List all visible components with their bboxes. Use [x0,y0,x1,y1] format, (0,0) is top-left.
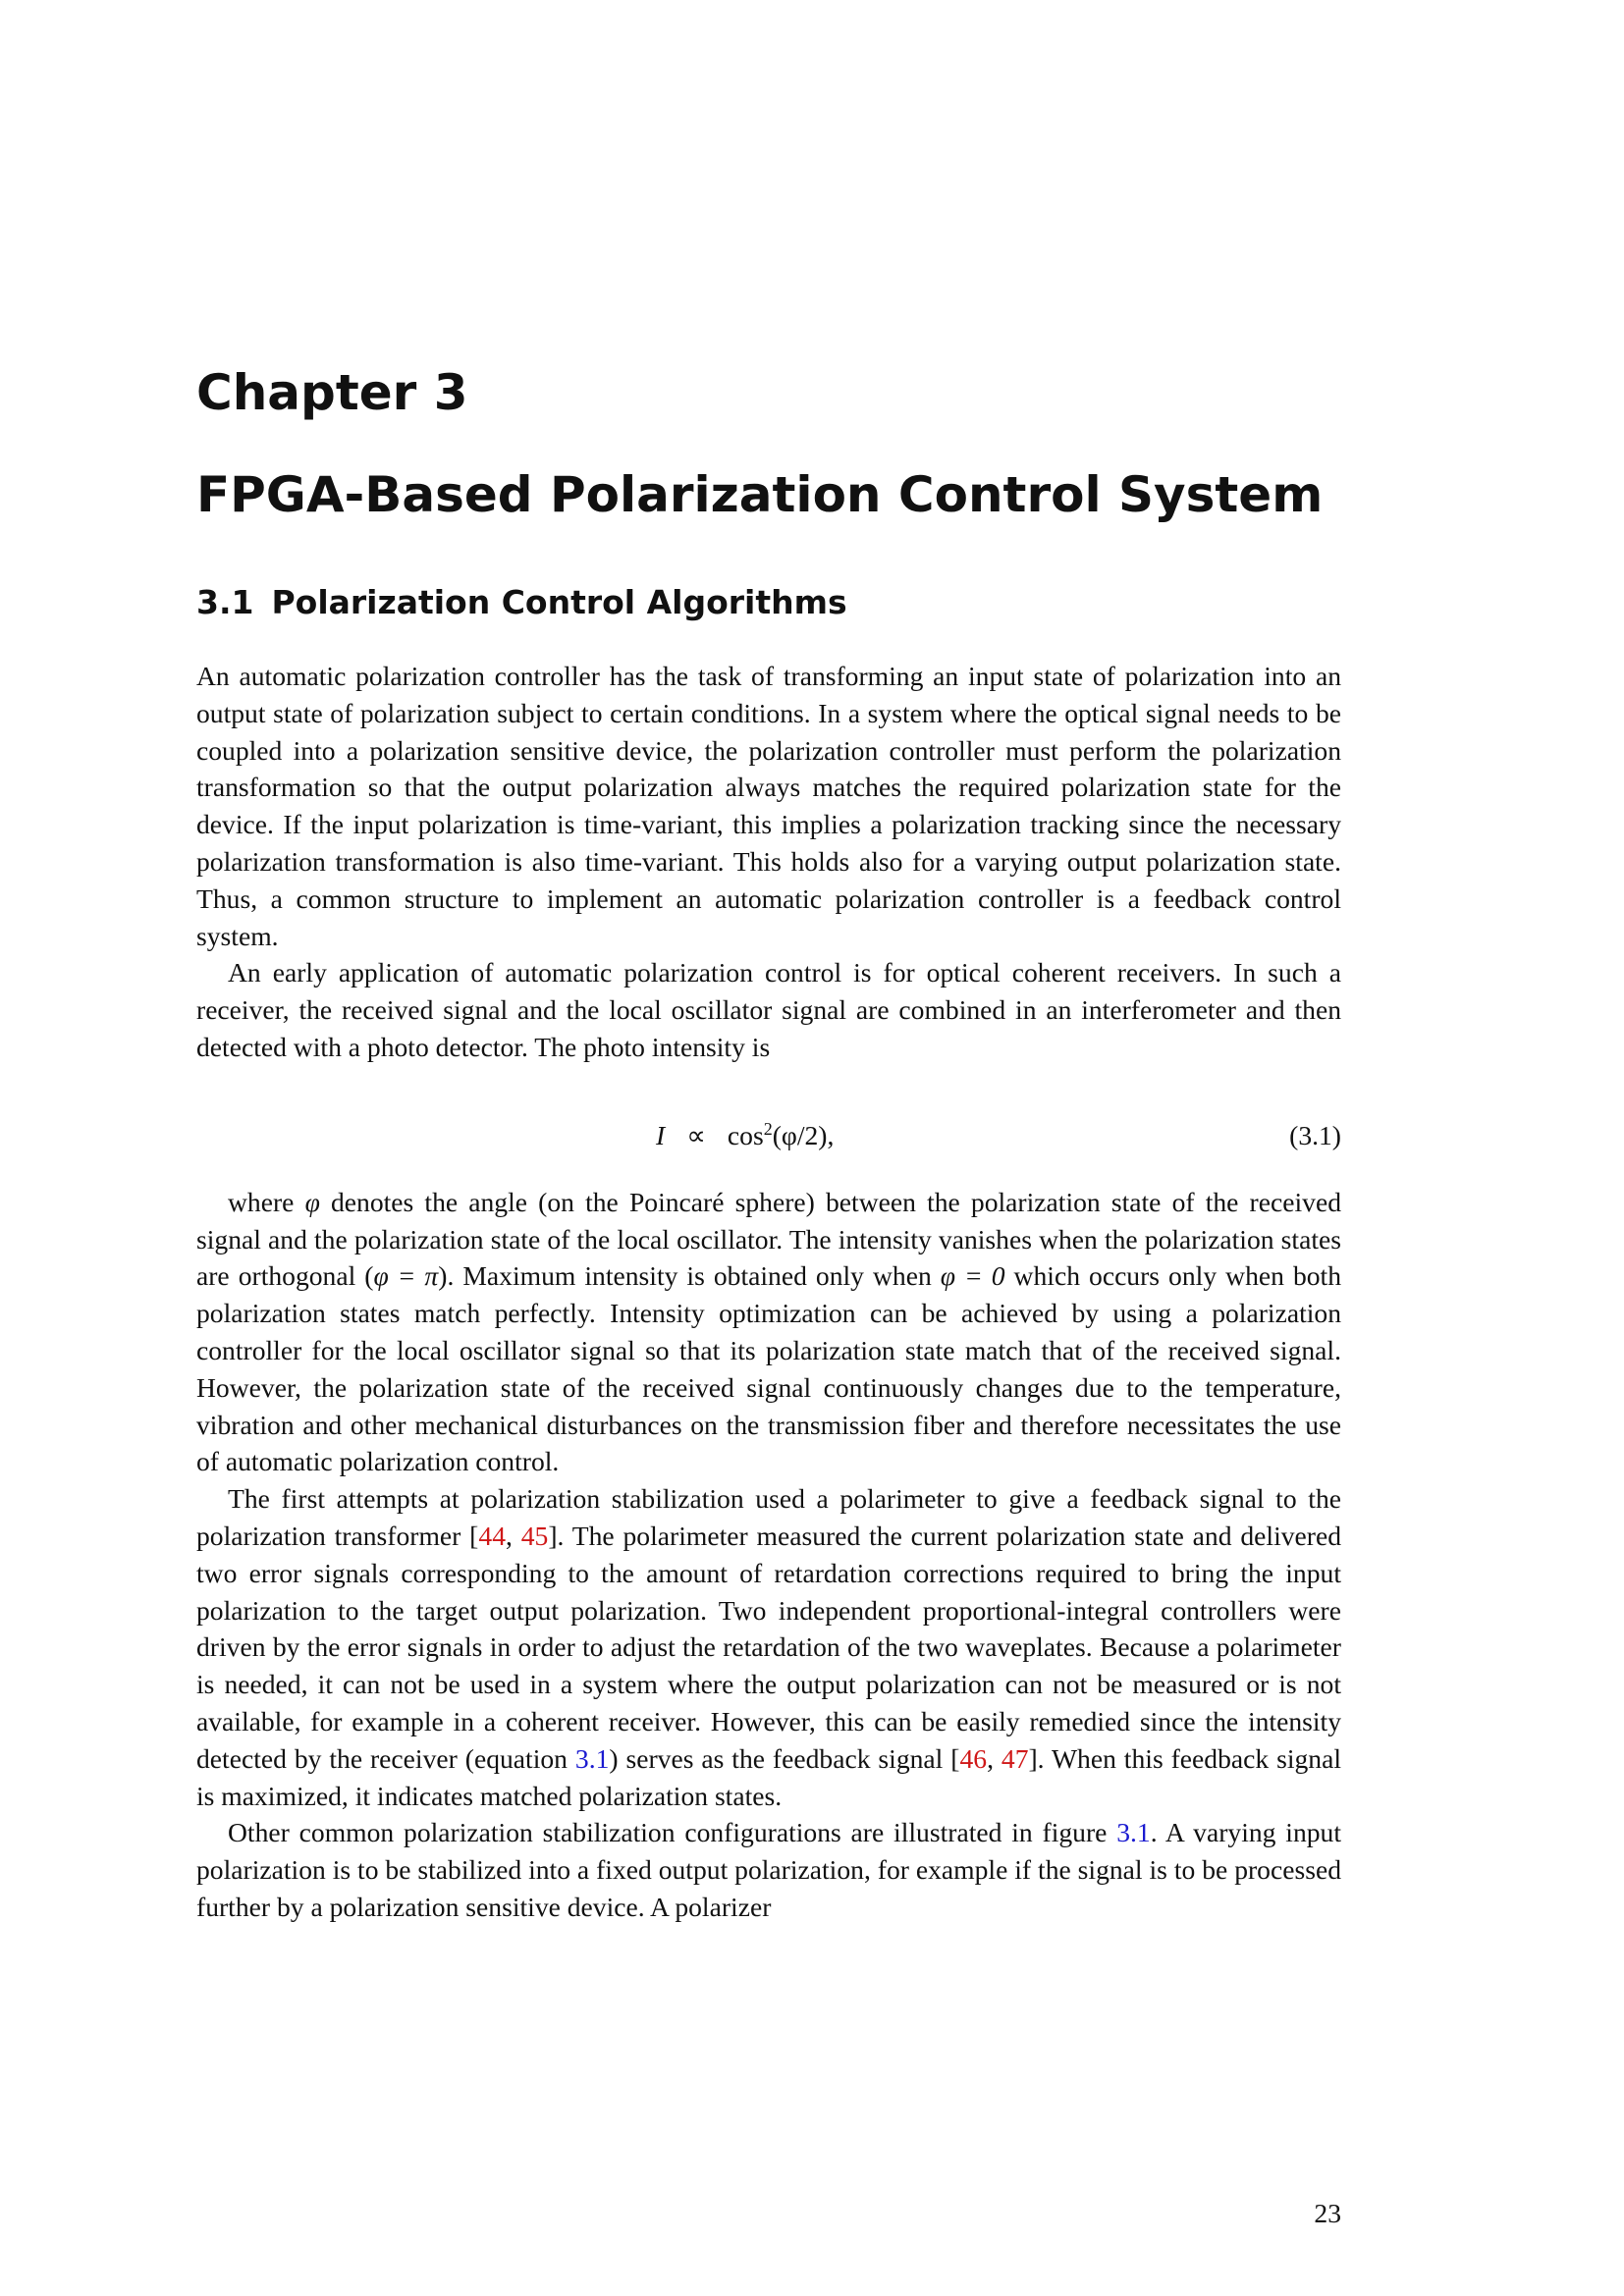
p5-text-a: Other common polarization stabilization configurations are illustrated in figure [228,1817,1117,1848]
p4-text-b: ]. The polarimeter measured the current polarization state and delivered two error signals corresponding to the amount of retardation corrections required to bring the input polarization to the target output polarization. Two independent proportional-integral controllers were driven by the error signals in order to adjust the retardation of the two waveplates. Because a polarimeter is needed, it can not be used in a system where the output polarization can not be measured or is not available, for example in a coherent receiver. However, this can be easily remedied since the intensity detected by the receiver (equation [196,1520,1342,1774]
equation-func: cos [727,1119,764,1150]
citation-link-47[interactable]: 47 [1001,1742,1029,1774]
equation-body [656,1117,834,1154]
p4-text-a: The first attempts at polarization stabilization used a polarimeter to give a feedback signal to the polarization transformer [ [196,1483,1341,1551]
page-number: 23 [1314,2198,1341,2228]
section-heading [196,583,1341,622]
p4-text-c: ) serves as the feedback signal [ [609,1742,960,1774]
section-title: Polarization Control Algorithms [271,583,847,621]
paragraph-2: An early application of automatic polarization control is for optical coherent receivers. In such a receiver, the received signal and the local oscillator signal are combined in an interferometer and then detected with a photo detector. The photo intensity is [196,957,1341,1062]
equation-number: (3.1) [1289,1119,1341,1150]
p4-text-d: ]. When this feedback signal is maximized, it indicates matched polarization states. [196,1742,1342,1811]
p5-text-b: . A varying input polarization is to be stabilized into a fixed output polarization, for example if the signal is to be processed further by a polarization sensitive device. A polarizer [196,1817,1341,1922]
section-number: 3.1 [196,583,254,621]
equation-power: 2 [763,1118,773,1139]
p3-text-d: which occurs only when both polarization states match perfectly. Intensity optimization can be achieved by using a polarization controller for the local oscillator signal so that its polarization state match that of the received signal. However, the polarization state of the received signal continuously changes due to the temperature, vibration and other mechanical disturbances on the transmission fiber and therefore necessitates the use of automatic polarization control. [196,1260,1341,1477]
equation-relation: ∝ [686,1119,706,1150]
figure-ref-link[interactable]: 3.1 [1116,1817,1151,1848]
paragraph-1: An automatic polarization controller has the task of transforming an input state of polarization into an output state of polarization subject to certain conditions. In a system where the optical signal needs to be coupled into a polarization sensitive device, the polarization controller must perform the polarization transformation so that the output polarization always matches the required polarization state for the device. If the input polarization is time-variant, this implies a polarization tracking since the necessary polarization transformation is also time-variant. This holds also for a varying output polarization state. Thus, a common structure to implement an automatic polarization controller is a feedback control system. [196,661,1341,951]
citation-link-44[interactable]: 44 [478,1520,506,1551]
page-content [196,363,1341,1926]
equation-ref-link[interactable]: 3.1 [574,1742,610,1774]
equation-lhs: I [656,1119,666,1150]
chapter-title: FPGA-Based Polarization Control System [196,466,1324,523]
p3-condition-zero: φ = 0 [940,1260,1005,1292]
chapter-label: Chapter 3 [196,364,468,421]
p4-sep-2: , [987,1742,1001,1774]
equation-3-1 [196,1117,1341,1154]
p3-condition-orthogonal: φ = π [373,1260,439,1292]
p3-text-b: denotes the angle (on the Poincaré sphere) between the polarization state of the received signal and the polarization state of the local oscillator. The intensity vanishes when the polarization states are orthogonal ( [196,1186,1341,1292]
citation-link-45[interactable]: 45 [520,1520,549,1551]
p3-text-a: where [228,1186,305,1217]
p3-phi: φ [304,1186,320,1217]
equation-arg: (φ/2), [772,1119,835,1150]
paragraph-3 [196,1184,1341,1480]
p4-sep-1: , [505,1520,521,1551]
p3-text-c: ). Maximum intensity is obtained only when [438,1260,941,1292]
paragraph-5 [196,1814,1341,1925]
citation-link-46[interactable]: 46 [959,1742,988,1774]
paragraph-4 [196,1480,1341,1814]
